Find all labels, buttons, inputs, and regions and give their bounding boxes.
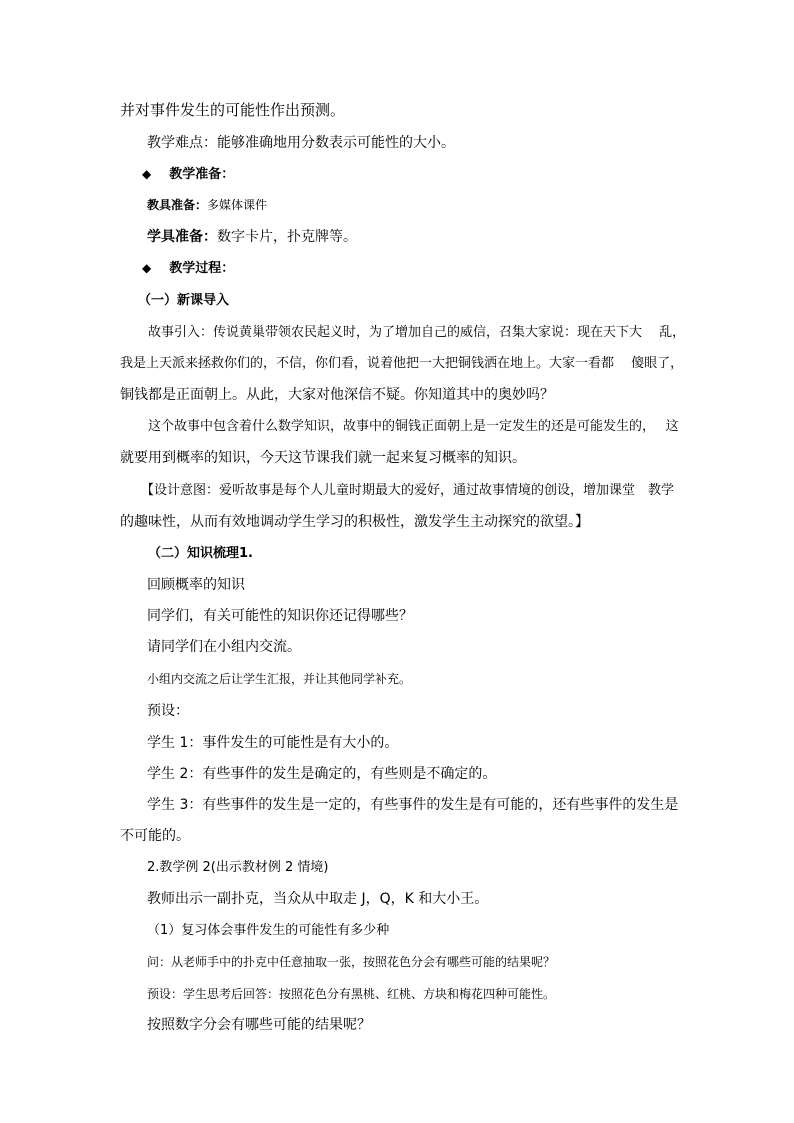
teacher-cards: 教师出示一副扑克，当众从中取走 J，Q，K 和大小王。 (147, 891, 489, 907)
group-exchange: 请同学们在小组内交流。 (147, 639, 301, 655)
story-line-2: 我是上天派来拯救你们的，不信，你们看，说着他把一大把铜钱洒在地上。大家一看都 傻眼了， (120, 356, 684, 371)
review-title: 回顾概率的知识 (147, 577, 245, 593)
example-2: 2.教学例 2(出示教材例 2 情境) (147, 860, 329, 875)
difficulty-line: 教学难点：能够准确地用分数表示可能性的大小。 (147, 135, 455, 151)
student-1: 学生 1：事件发生的可能性是有大小的。 (147, 735, 399, 751)
tools-value: 多媒体课件 (207, 198, 268, 212)
intro-line: 并对事件发生的可能性作出预测。 (120, 101, 346, 119)
student-3-line-1: 学生 3：有些事件的发生是一定的，有些事件的发生是有可能的，还有些事件的发生是 (147, 797, 679, 813)
design-line-2: 的趣味性，从而有效地调动学生学习的积极性，激发学生主动探究的欲望。】 (120, 514, 589, 530)
student-2: 学生 2：有些事件的发生是确定的，有些则是不确定的。 (147, 766, 497, 782)
design-line-1: 【设计意图：爱听故事是每个人儿童时期最大的爱好，通过故事情境的创设，增加课堂 教学 (141, 483, 675, 498)
student-3-line-2: 不可能的。 (120, 828, 190, 844)
story-line-4: 这个故事中包含着什么数学知识，故事中的铜钱正面朝上是一定发生的还是可能发生的， 这 (148, 419, 679, 434)
story-line-1: 故事引入：传说黄巢带领农民起义时，为了增加自己的威信，召集大家说：现在天下大 乱， (148, 325, 686, 340)
diamond-bullet-icon: ◆ (142, 167, 152, 181)
process-heading-text: 教学过程： (169, 261, 235, 276)
after-exchange: 小组内交流之后让学生汇报，并让其他同学补充。 (147, 672, 412, 686)
process-heading (142, 262, 234, 275)
review-1: （1）复习体会事件发生的可能性有多少种 (147, 923, 390, 938)
ask-suits: 问：从老师手中的扑克中任意抽取一张，按照花色分会有哪些可能的结果呢？ (147, 955, 556, 969)
preset-label: 预设： (147, 703, 189, 719)
prep-heading-text: 教学准备： (169, 167, 235, 182)
section2-heading: （二）知识梳理1. (148, 546, 253, 561)
diamond-bullet-icon: ◆ (142, 261, 152, 275)
tools-label: 教具准备： (147, 198, 208, 212)
story-line-5: 就要用到概率的知识，今天这节课我们就一起来复习概率的知识。 (120, 450, 526, 466)
section1-heading: （一）新课导入 (138, 293, 230, 308)
student-tools-line (147, 230, 357, 244)
preset-suits: 预设：学生思考后回答：按照花色分有黑桃、红桃、方块和梅花四种可能性。 (147, 987, 556, 1001)
prep-heading (142, 168, 234, 181)
student-tools-label: 学具准备： (147, 229, 217, 245)
story-line-3: 铜钱都是正面朝上。从此，大家对他深信不疑。你知道其中的奥妙吗？ (120, 387, 554, 403)
tools-line (147, 199, 267, 211)
question-1: 同学们，有关可能性的知识你还记得哪些？ (147, 608, 413, 624)
student-tools-value: 数字卡片，扑克牌等。 (217, 229, 357, 245)
ask-numbers: 按照数字分会有哪些可能的结果呢？ (147, 1017, 371, 1033)
